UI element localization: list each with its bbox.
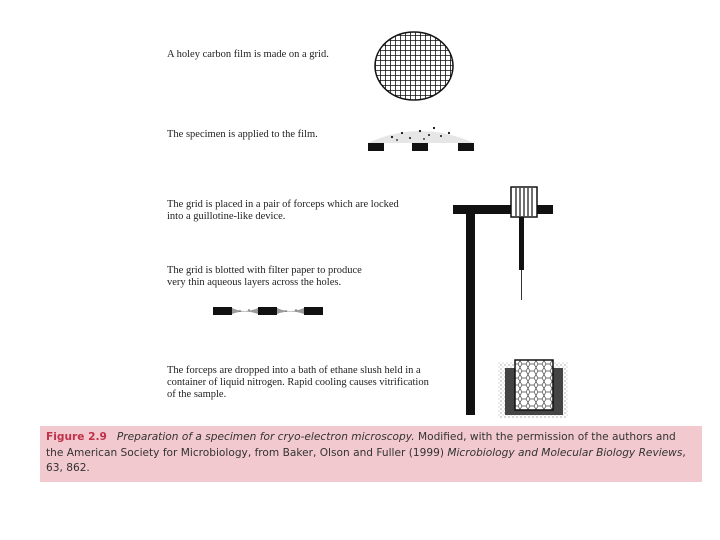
step-5-text: The forceps are dropped into a bath of ethane slush held in a container of liquid nitrogen. Rapid cooling causes vitrification of the sample. (167, 365, 429, 400)
step-1-text: A holey carbon film is made on a grid. (167, 49, 329, 60)
ethane-bath-container (498, 360, 568, 418)
holey-carbon-grid (375, 32, 453, 100)
specimen-on-film (368, 127, 474, 151)
step-2-text: The specimen is applied to the film. (167, 129, 318, 140)
step-3-text: The grid is placed in a pair of forceps which are locked into a guillotine-like device. (167, 199, 399, 222)
blotted-grid (213, 307, 323, 315)
figure-caption (40, 426, 702, 482)
figure-label: Figure 2.9 (46, 431, 107, 443)
step-4-text: The grid is blotted with filter paper to produce very thin aqueous layers across the holes. (167, 265, 362, 288)
caption-journal: Microbiology and Molecular Biology Reviews (447, 446, 683, 459)
caption-text-2: , 63, 862. (46, 446, 686, 474)
caption-title: Preparation of a specimen for cryo-electron microscopy. (116, 431, 415, 443)
caption-text-1: Modified, with the permission of the authors and the American Society for Microbiology, from Baker, Olson and Fuller (1999) (46, 431, 676, 459)
